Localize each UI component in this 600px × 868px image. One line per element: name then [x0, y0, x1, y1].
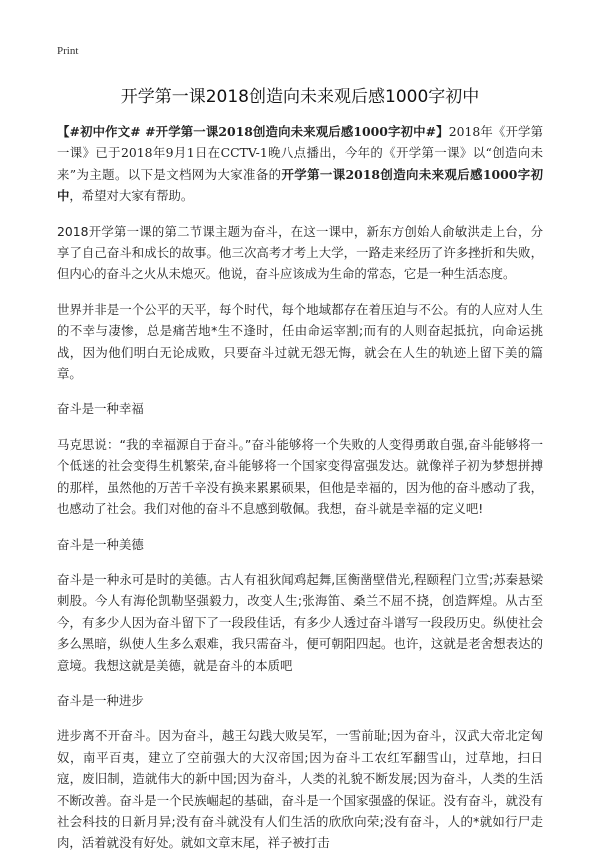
- paragraph-4: 奋斗是一种永可是时的美德。古人有祖狄闻鸡起舞,匡衡凿壁借光,程颐程门立雪;苏秦悬梁刺股。今人有海伦凯勒坚强毅力，改变人生;张海笛、桑兰不屈不挠，创造辉煌。从古至今，有多少人因为奋斗留下了一段段佳话，有多少人透过奋斗谱写一段段历史。纵使社会多么黑暗，纵使人生多么艰难，我只需奋斗，便可朝阳四起。也许，这就是老舍想表达的意境。我想这就是美德，就是奋斗的本质吧: [57, 571, 543, 673]
- print-link[interactable]: Print: [57, 45, 79, 57]
- paragraph-2: 世界并非是一个公平的天平，每个时代，每个地域都存在着压迫与不公。有的人应对人生的不幸与凄惨，总是痛苦地*生不逢时，任由命运宰割;而有的人则奋起抵抗，向命运挑战，因为他们明白无论成败，只要奋斗过就无怨无悔，就会在人生的轨迹上留下美的篇章。: [57, 301, 543, 382]
- article-body: [57, 121, 543, 868]
- section-heading-progress: 奋斗是一种进步: [57, 692, 144, 708]
- page-title: 开学第一课2018创造向未来观后感1000字初中: [120, 87, 480, 107]
- paragraph-1: 2018开学第一课的第二节课主题为奋斗，在这一课中，新东方创始人俞敏洪走上台，分享了自己奋斗和成长的故事。他三次高考才考上大学，一路走来经历了许多挫折和失败，但内心的奋斗之火从未熄灭。他说，奋斗应该成为生命的常态，它是一种生活态度。: [57, 223, 543, 282]
- paragraph-3: 马克思说：“我的幸福源自于奋斗。”奋斗能够将一个失败的人变得勇敢自强,奋斗能够将一个低迷的社会变得生机繁荣,奋斗能够将一个国家变得富强发达。就像祥子初为梦想拼搏的那样，虽然他的万苦千辛没有换来累累硕果，但他是幸福的，因为他的奋斗感动了我，也感动了社会。我们对他的奋斗不息感到敬佩。我想，奋斗就是幸福的定义吧!: [57, 436, 543, 517]
- paragraph-5: 进步离不开奋斗。因为奋斗，越王勾践大败吴军，一雪前耻;因为奋斗，汉武大帝北定匈奴，南平百夷，建立了空前强大的大汉帝国;因为奋斗工农红军翻雪山，过草地，扫日寇，废旧制，造就伟大的新中国;因为奋斗，人类的礼貌不断发展;因为奋斗，人类的生活不断改善。奋斗是一个民族崛起的基础，奋斗是一个国家强盛的保证。没有奋斗，就没有社会科技的日新月异;没有奋斗就没有人们生活的欣欣向荣;没有奋斗，人的*就如行尸走肉，活着就没有好处。就如文章末尾，祥子被打击: [57, 728, 543, 851]
- intro-text-2: ，希望对大家有帮助。: [69, 188, 194, 204]
- intro-text-1: 2018年《开学第一课》已于2018年9月1日在CCTV-1晚八点播出，今年的《开学第一课》以“创造向未来”为主题。以下是文档网为大家准备的: [57, 124, 543, 182]
- intro-tag: 【#初中作文# #开学第一课2018创造向未来观后感1000字初中#】: [57, 124, 449, 139]
- section-heading-virtue: 奋斗是一种美德: [57, 536, 144, 552]
- intro-paragraph: [57, 121, 543, 207]
- section-heading-happiness: 奋斗是一种幸福: [57, 401, 144, 417]
- intro-bold-title: 开学第一课2018创造向未来观后感1000字初中: [57, 166, 543, 204]
